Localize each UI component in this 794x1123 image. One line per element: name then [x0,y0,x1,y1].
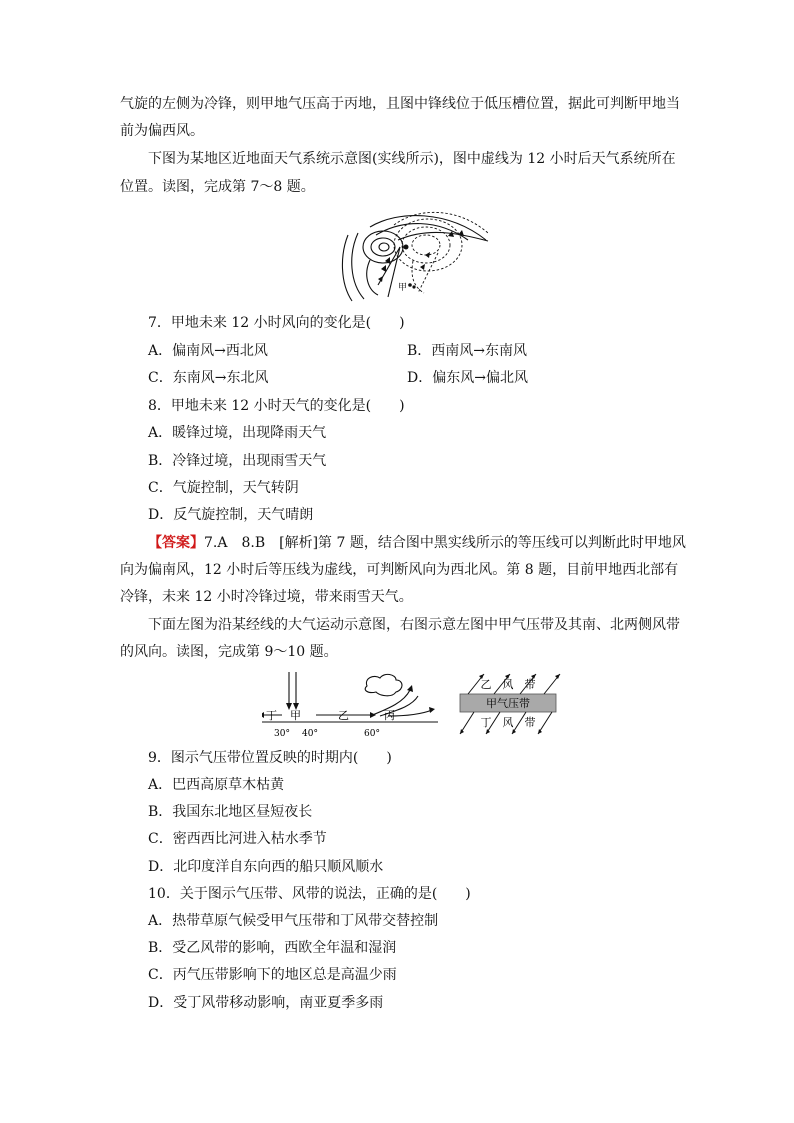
pressure-belt-jia-label: 甲气压带 [486,697,530,710]
lat-30-label: 30° [274,729,290,739]
passage2-line-2: 的风向。读图，完成第 9～10 题。 [120,644,338,660]
q8-option-d: D．反气旋控制，天气晴朗 [148,507,314,523]
point-jia-label: 甲 [398,283,408,293]
answer-tag: 【答案】 [148,535,204,551]
intro-line-2: 前为偏西风。 [120,123,204,139]
zone-ding-label: 丁 [266,709,277,722]
q10-option-c: C．丙气压带影响下的地区总是高温少雨 [148,967,397,983]
weather-system-figure [318,205,498,305]
wind-belt-ding-label: 丁 风 带 [480,716,536,729]
q7-option-a: A．偏南风→西北风 [148,343,268,359]
pressure-wind-belt-figure [456,668,566,742]
passage1-line-1: 下图为某地区近地面天气系统示意图(实线所示)，图中虚线为 12 小时后天气系统所在 [148,151,676,167]
q7-option-d: D．偏东风→偏北风 [407,370,528,386]
atmospheric-circulation-figure [262,668,442,742]
answer-line-3: 冷锋，未来 12 小时冷锋过境，带来雨雪天气。 [120,589,413,605]
q8-option-b: B．冷锋过境，出现雨雪天气 [148,453,327,469]
q8-option-c: C．气旋控制，天气转阴 [148,480,299,496]
zone-bing-label: 丙 [384,709,395,722]
passage2-line-1: 下面左图为沿某经线的大气运动示意图，右图示意左图中甲气压带及其南、北两侧风带 [148,617,680,633]
q8-option-a: A．暖锋过境，出现降雨天气 [148,425,327,441]
zone-yi-label: 乙 [338,709,349,722]
q7-option-b: B．西南风→东南风 [407,343,528,359]
q7-option-c: C．东南风→东北风 [148,370,269,386]
intro-line-1: 气旋的左侧为冷锋，则甲地气压高于丙地，且图中锋线位于低压槽位置，据此可判断甲地当 [120,96,680,112]
q9-option-d: D．北印度洋自东向西的船只顺风顺水 [148,859,384,875]
q9-option-c: C．密西西比河进入枯水季节 [148,831,327,847]
answer-text: 7.A 8.B [解析]第 7 题，结合图中黑实线所示的等压线可以判断此时甲地风 [204,535,686,551]
q10-stem: 10．关于图示气压带、风带的说法，正确的是( ) [148,886,471,902]
wind-belt-yi-label: 乙 风 带 [480,678,536,691]
q9-option-a: A．巴西高原草木枯黄 [148,777,285,793]
q8-stem: 8．甲地未来 12 小时天气的变化是( ) [148,398,405,414]
q10-option-d: D．受丁风带移动影响，南亚夏季多雨 [148,995,384,1011]
answer-line-2: 向为偏南风，12 小时后等压线为虚线，可判断风向为西北风。第 8 题，目前甲地西北部有 [120,562,679,578]
q10-option-b: B．受乙风带的影响，西欧全年温和湿润 [148,940,397,956]
answer-line-1 [148,533,686,553]
lat-60-label: 60° [364,729,380,739]
lat-40-label: 40° [302,729,318,739]
passage1-line-2: 位置。读图，完成第 7～8 题。 [120,179,315,195]
q10-option-a: A．热带草原气候受甲气压带和丁风带交替控制 [148,913,439,929]
q9-option-b: B．我国东北地区昼短夜长 [148,804,313,820]
q7-stem: 7．甲地未来 12 小时风向的变化是( ) [148,315,405,331]
zone-jia-label: 甲 [290,709,301,722]
q9-stem: 9．图示气压带位置反映的时期内( ) [148,750,392,766]
